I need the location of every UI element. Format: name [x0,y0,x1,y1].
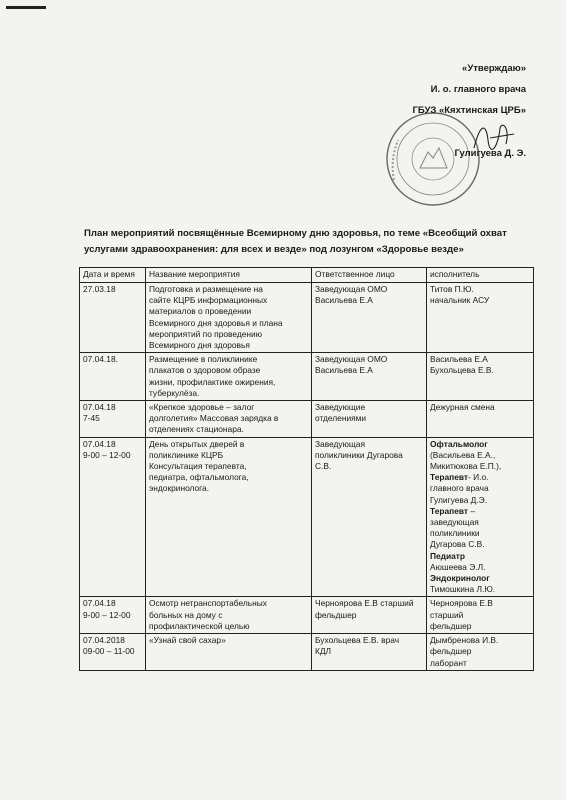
specialty-label: Терапевт [430,472,468,483]
cell-line: Дугарова С.В. [430,539,485,550]
cell-executor [427,401,534,438]
cell-line: плакатов о здоровом образе [149,365,261,376]
table-row [80,437,534,597]
cell-line: фельдшер [315,609,357,620]
edge-mark [6,6,46,9]
cell-line: жизни, профилактике ожирения, [149,376,276,387]
cell-line: больных на дому с [149,609,223,620]
cell-line: 7-45 [83,413,100,424]
specialty-label: Эндокринолог [430,573,490,584]
official-seal [384,110,482,208]
cell-line: «Узнай свой сахар» [149,635,226,646]
cell-line: мероприятий по проведению [149,328,262,339]
cell-line: поликлинике КЦРБ [149,449,224,460]
cell-line: начальник АСУ [430,295,490,306]
cell-line: 09-00 – 11-00 [83,646,135,657]
cell-line: Тимошкина Л.Ю. [430,584,496,595]
cell-line: КДЛ [315,646,332,657]
cell-line: «Крепкое здоровье – залог [149,402,255,413]
header-executor: исполнитель [427,268,534,283]
cell-line: Осмотр нетранспортабельных [149,598,267,609]
cell-event [146,597,312,634]
table-row [80,597,534,634]
approval-line: «Утверждаю» [462,63,526,74]
cell-line: Гулигуева Д.Э. [430,494,488,505]
cell-line: 07.04.2018 [83,635,125,646]
cell-responsible [312,353,427,401]
cell-line: старший [430,609,464,620]
cell-line: Заведующая ОМО [315,284,388,294]
cell-line: профилактической целью [149,620,250,631]
cell-line: Дымбренова И.В. [430,635,499,646]
cell-executor [427,437,534,597]
cell-executor [427,283,534,353]
cell-executor [427,353,534,401]
header-date: Дата и время [80,268,146,283]
cell-date [80,353,146,401]
cell-responsible [312,401,427,438]
cell-responsible [312,283,427,353]
specialty-label: Офтальмолог [430,438,488,449]
cell-line: материалов о проведении [149,306,252,317]
cell-line: 07.04.18 [83,438,116,449]
cell-date [80,401,146,438]
table-row [80,283,534,353]
cell-line: долголетия» Массовая зарядка в [149,413,279,424]
header-event: Название мероприятия [146,268,312,283]
cell-line: фельдшер [430,646,472,657]
cell-line: Дежурная смена [430,402,495,413]
cell-line: Титов П.Ю. [430,284,474,294]
table-row [80,634,534,671]
cell-line: Заведующие [315,402,366,413]
title-line: услугами здравоохранения: для всех и везде» под лозунгом «Здоровье везде» [84,244,464,255]
cell-line: главного врача [430,483,489,494]
approval-line: И. о. главного врача [430,84,526,95]
cell-date [80,437,146,597]
cell-line: фельдшер [430,620,472,631]
cell-date [80,283,146,353]
cell-line: Всемирного дня здоровья [149,340,250,351]
cell-line: Терапевт- И.о. [430,472,489,483]
approval-line: ГБУЗ «Кяхтинская ЦРБ» [412,105,526,116]
signature [470,118,518,158]
cell-line: поликлиники [430,528,480,539]
cell-line: Черноярова Е.В [430,598,493,609]
cell-line [430,573,530,584]
cell-line: Васильева Е.А [315,295,373,306]
specialty-label: Терапевт [430,505,468,516]
cell-line: 07.04.18 [83,598,116,609]
cell-line: Консультация терапевта, [149,461,247,472]
cell-line: 9-00 – 12-00 [83,609,131,620]
approval-signer: Гулигуева Д. Э. [454,148,526,159]
cell-line: отделениях стационара. [149,424,244,435]
cell-line: туберкулёза. [149,387,200,398]
cell-line: Всемирного дня здоровья и плана [149,317,283,328]
cell-line: заведующая [430,517,479,528]
cell-line: 07.04.18. [83,354,118,365]
specialty-label: Педиатр [430,550,466,561]
cell-line: Заведующая [315,438,365,449]
cell-date [80,634,146,671]
table-row [80,401,534,438]
cell-responsible [312,597,427,634]
cell-line: Размещение в поликлинике [149,354,258,365]
header-responsible: Ответственное лицо [312,268,427,283]
cell-event [146,437,312,597]
cell-event [146,353,312,401]
cell-line: (Васильева Е.А., [430,449,496,460]
cell-line: Подготовка и размещение на [149,284,263,294]
title-line: План мероприятий посвящённые Всемирному дню здоровья, по теме «Всеобщий охват [84,228,507,239]
cell-line: Черноярова Е.В старший [315,598,414,609]
cell-line: лаборант [430,657,467,668]
cell-line: сайте КЦРБ информационных [149,295,268,306]
cell-line: Терапевт – [430,505,475,516]
cell-line: С.В. [315,461,332,472]
cell-line: Заведующая ОМО [315,354,388,365]
cell-line: педиатра, офтальмолога, [149,472,249,483]
cell-event [146,634,312,671]
cell-date [80,597,146,634]
cell-event [146,401,312,438]
table-header-row [80,268,534,283]
cell-line: отделениями [315,413,367,424]
cell-line: Аюшеева Э.Л. [430,561,486,572]
plan-table [79,267,534,671]
cell-line: поликлиники Дугарова [315,449,403,460]
cell-event [146,283,312,353]
cell-responsible [312,437,427,597]
cell-line: Васильева Е.А [315,365,373,376]
cell-line: 07.04.18 [83,402,116,413]
cell-line: эндокринолога. [149,483,210,494]
cell-line: Бухольцева Е.В. [430,365,494,376]
cell-responsible [312,634,427,671]
cell-line: Микитюкова Е.П.), [430,461,502,472]
cell-executor [427,634,534,671]
cell-line: День открытых дверей в [149,438,245,449]
document-title [84,226,554,258]
cell-line: Бухольцева Е.В. врач [315,635,400,646]
cell-line: 27.03.18 [83,284,116,294]
table-row [80,353,534,401]
cell-line: 9-00 – 12-00 [83,449,131,460]
cell-line: Васильева Е.А [430,354,488,365]
cell-line [430,551,530,562]
cell-executor [427,597,534,634]
cell-line [430,439,530,450]
